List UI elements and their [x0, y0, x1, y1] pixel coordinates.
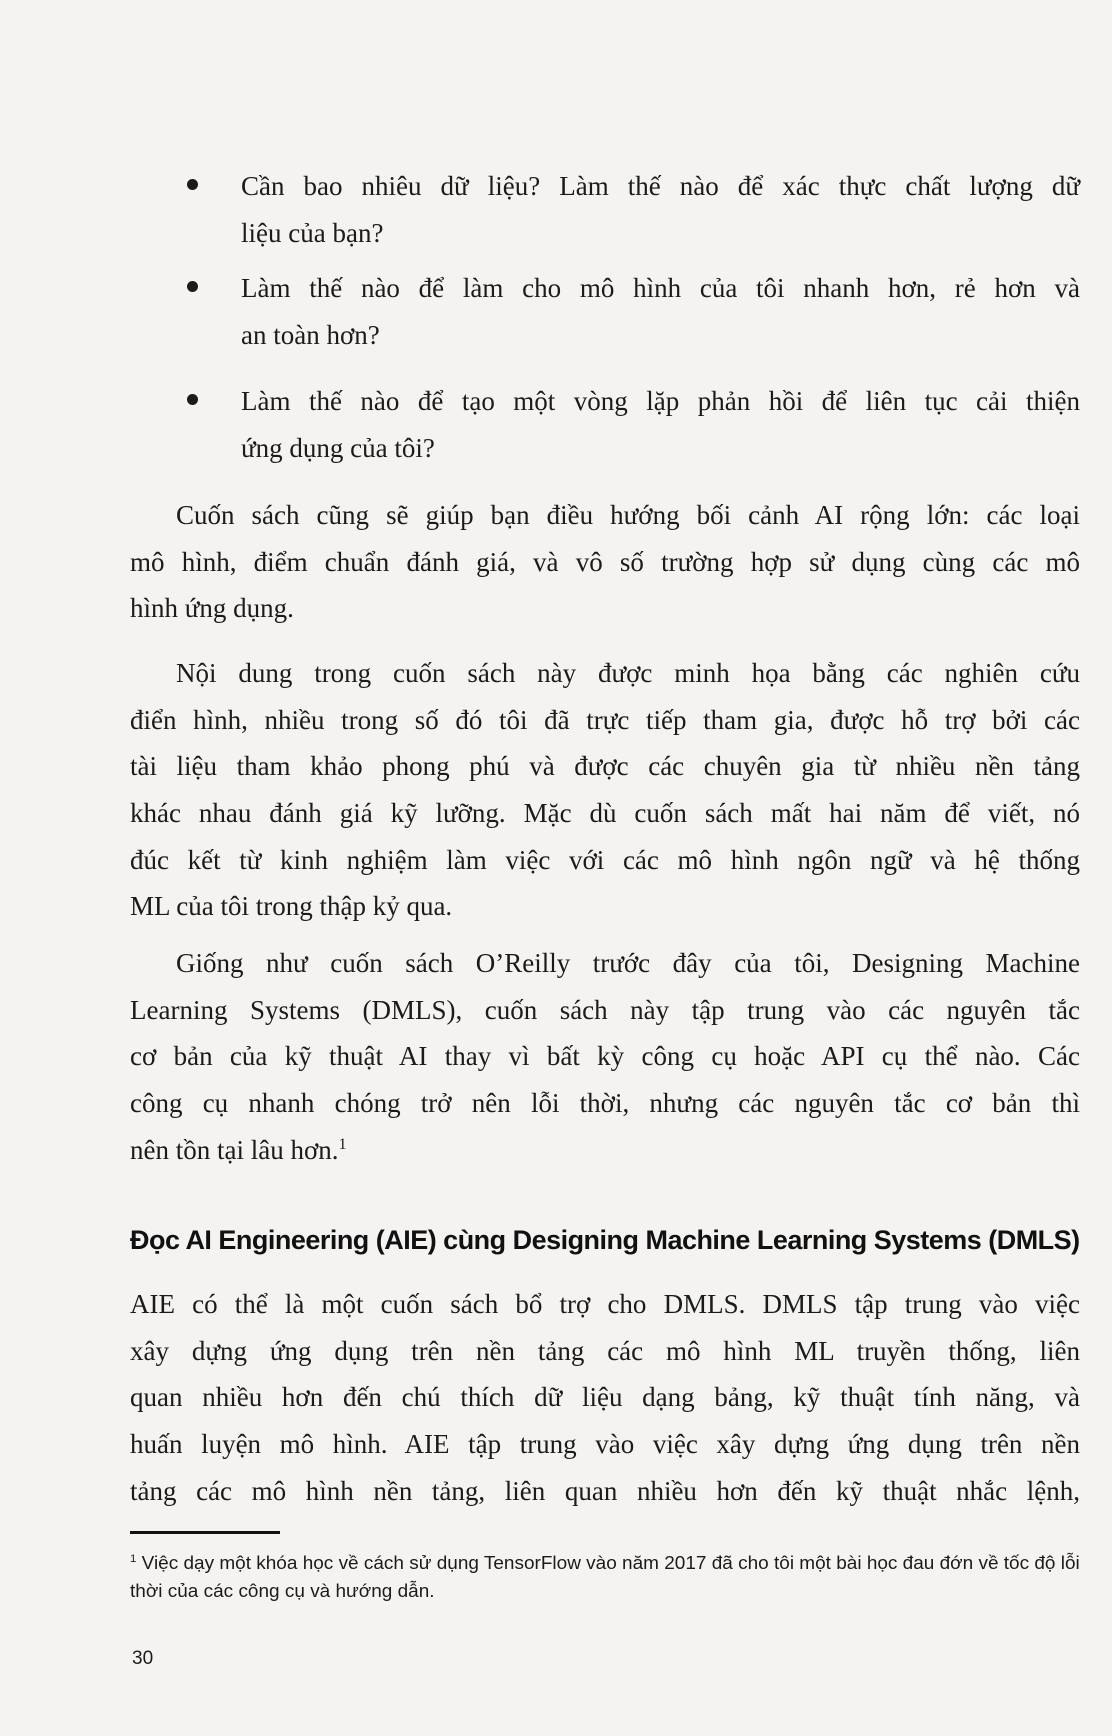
text-line: mô hình, điểm chuẩn đánh giá, và vô số trường hợp sử dụng cùng các mô: [130, 546, 1080, 577]
footnote-marker: 1: [130, 1553, 137, 1565]
bullet-icon: [187, 394, 198, 405]
paragraph: [130, 492, 1080, 632]
text-line: công cụ nhanh chóng trở nên lỗi thời, nhưng các nguyên tắc cơ bản thì: [130, 1088, 1080, 1119]
text-line: ứng dụng của tôi?: [241, 432, 435, 463]
bullet-icon: [187, 281, 198, 292]
text-line: huấn luyện mô hình. AIE tập trung vào việc xây dựng ứng dụng trên nền: [130, 1429, 1080, 1460]
text-line: AIE có thể là một cuốn sách bổ trợ cho DMLS. DMLS tập trung vào việc: [130, 1289, 1080, 1319]
text-line: Làm thế nào để làm cho mô hình của tôi nhanh hơn, rẻ hơn và: [241, 273, 1080, 303]
section-heading: [130, 1222, 1080, 1258]
text-line: cơ bản của kỹ thuật AI thay vì bất kỳ công cụ hoặc API cụ thể nào. Các: [130, 1041, 1080, 1072]
text-line: liệu của bạn?: [241, 217, 384, 248]
footnote-divider: [130, 1531, 280, 1534]
bullet-item: [130, 163, 1080, 256]
text-line: quan nhiều hơn đến chú thích dữ liệu dạng bảng, kỹ thuật tính năng, và: [130, 1382, 1080, 1413]
footnote-line: [130, 1549, 1080, 1577]
paragraph: [130, 650, 1080, 930]
text-line: Cuốn sách cũng sẽ giúp bạn điều hướng bối cảnh AI rộng lớn: các loại: [176, 500, 1080, 530]
text-line: hình ứng dụng.: [130, 593, 294, 624]
footnote-text: Việc dạy một khóa học về cách sử dụng TensorFlow vào năm 2017 đã cho tôi một bài học đau đớn về tốc độ lỗi: [141, 1553, 1080, 1573]
text-line: xây dựng ứng dụng trên nền tảng các mô hình ML truyền thống, liên: [130, 1335, 1080, 1366]
text-line: tài liệu tham khảo phong phú và được các chuyên gia từ nhiều nền tảng: [130, 751, 1080, 782]
text-line: Cần bao nhiêu dữ liệu? Làm thế nào để xác thực chất lượng dữ: [241, 171, 1080, 201]
text-line: Giống như cuốn sách O’Reilly trước đây của tôi, Designing Machine: [176, 948, 1080, 978]
text-line: [130, 1127, 1080, 1174]
footnote-line: thời của các công cụ và hướng dẫn.: [130, 1581, 435, 1601]
text-line: an toàn hơn?: [241, 319, 380, 350]
footnote: [130, 1549, 1080, 1605]
page-number: 30: [132, 1648, 154, 1669]
text-line: điển hình, nhiều trong số đó tôi đã trực tiếp tham gia, được hỗ trợ bởi các: [130, 704, 1080, 735]
text-line: Learning Systems (DMLS), cuốn sách này tập trung vào các nguyên tắc: [130, 994, 1080, 1025]
text-line: ML của tôi trong thập kỷ qua.: [130, 891, 453, 922]
text-line: Nội dung trong cuốn sách này được minh họa bằng các nghiên cứu: [176, 658, 1080, 688]
paragraph: [130, 940, 1080, 1173]
text-span: nên tồn tại lâu hơn.: [130, 1134, 339, 1165]
bullet-item: [130, 265, 1080, 358]
bullet-item: [130, 378, 1080, 471]
text-line: khác nhau đánh giá kỹ lưỡng. Mặc dù cuốn sách mất hai năm để viết, nó: [130, 798, 1080, 829]
text-line: Làm thế nào để tạo một vòng lặp phản hồi để liên tục cải thiện: [241, 386, 1080, 416]
bullet-icon: [187, 179, 198, 190]
text-line: đúc kết từ kinh nghiệm làm việc với các mô hình ngôn ngữ và hệ thống: [130, 844, 1080, 875]
footnote-reference[interactable]: 1: [338, 1134, 347, 1153]
section-heading-text: Đọc AI Engineering (AIE) cùng Designing Machine Learning Systems (DMLS): [130, 1225, 1080, 1255]
text-line: tảng các mô hình nền tảng, liên quan nhiều hơn đến kỹ thuật nhắc lệnh,: [130, 1475, 1080, 1506]
paragraph: [130, 1281, 1080, 1514]
